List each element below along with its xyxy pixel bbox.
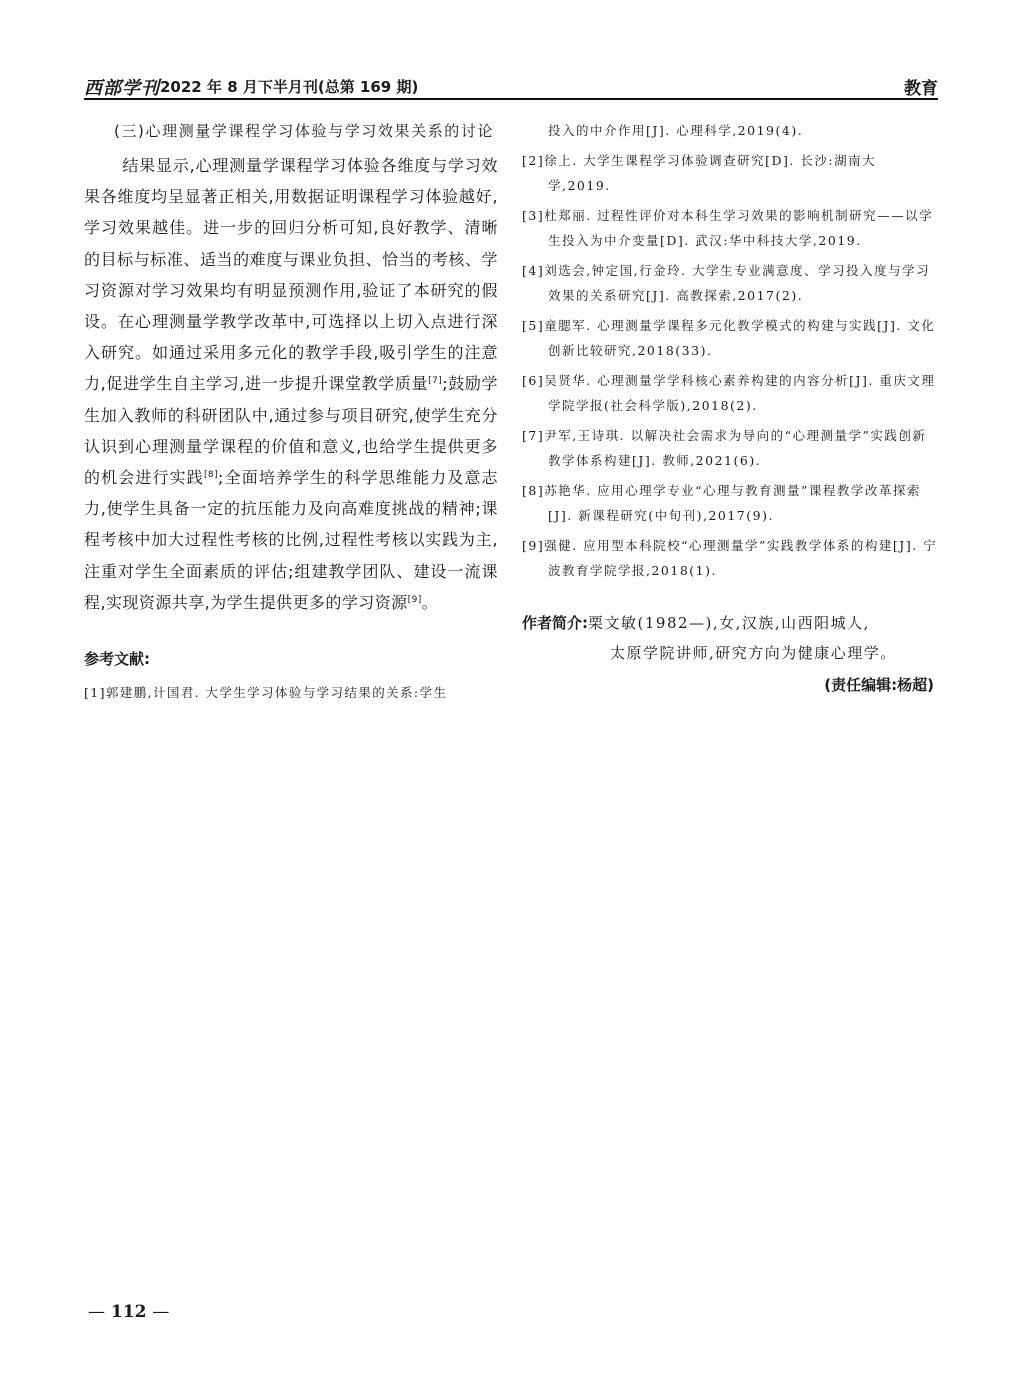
reference-8: [8]苏艳华. 应用心理学专业“心理与教育测量”课程教学改革探索[J]. 新课程研究(中旬刊),2017(9). <box>522 482 921 523</box>
author-line-1: 栗文敏(1982—),女,汉族,山西阳城人, <box>588 613 870 632</box>
reference-5: [5]童腮军. 心理测量学课程多元化教学模式的构建与实践[J]. 文化创新比较研究,2018(33). <box>522 317 936 358</box>
right-column <box>522 118 938 695</box>
page-footer <box>88 1302 169 1322</box>
citation-7: [7] <box>428 376 443 387</box>
journal-logo: 西部学刊 <box>84 78 160 99</box>
references-heading: 参考文献: <box>84 650 150 669</box>
author-line-2: 太原学院讲师,研究方向为健康心理学。 <box>610 643 897 662</box>
citation-8: [8] <box>203 470 219 481</box>
reference-4: [4]刘选会,钟定国,行金玲. 大学生专业满意度、学习投入度与学习效果的关系研究[J]. 高教探索,2017(2). <box>522 262 931 303</box>
issue-info: 2022 年 8 月下半月刊(总第 169 期) <box>160 78 419 96</box>
body-paragraph <box>84 150 498 618</box>
section-subheading: (三)心理测量学课程学习体验与学习效果关系的讨论 <box>114 122 495 140</box>
section-name: 教育 <box>904 79 938 99</box>
editor-credit: (责任编辑:杨超) <box>824 675 934 694</box>
citation-9: [9] <box>407 594 422 605</box>
reference-9: [9]强健. 应用型本科院校“心理测量学”实践教学体系的构建[J]. 宁波教育学院学报,2018(1). <box>522 537 938 578</box>
reference-1: [1]郭建鹏,计国君. 大学生学习体验与学习结果的关系:学生 <box>84 685 448 701</box>
reference-3: [3]杜郑丽. 过程性评价对本科生学习效果的影响机制研究——以学生投入为中介变量[D]. 武汉:华中科技大学,2019. <box>522 207 934 248</box>
paragraph-part-1: 结果显示,心理测量学课程学习体验各维度与学习效果各维度均呈显著正相关,用数据证明课程学习体验越好,学习效果越佳。进一步的回归分析可知,良好教学、清晰的目标与标准、适当的难度与课业负担、恰当的考核、学习资源对学习效果均有明显预测作用,验证了本研究的假设。在心理测量学教学改革中,可选择以上切入点进行深入研究。如通过采用多元化的教学手段,吸引学生的注意力,促进学生自主学习,进一步提升课堂教学质量 <box>84 156 498 394</box>
left-column <box>84 118 498 706</box>
author-label: 作者简介: <box>522 613 588 632</box>
reference-2: [2]徐上. 大学生课程学习体验调查研究[D]. 长沙:湖南大学,2019. <box>522 152 877 193</box>
author-bio <box>522 608 938 668</box>
running-header <box>84 72 938 100</box>
footer-dash-right: — <box>152 1302 170 1322</box>
reference-7: [7]尹军,王诗琪. 以解决社会需求为导向的“心理测量学”实践创新教学体系构建[J]. 教师,2021(6). <box>522 427 927 468</box>
paragraph-part-4: 。 <box>421 592 439 612</box>
reference-1-continuation: 投入的中介作用[J]. 心理科学,2019(4). <box>548 123 804 138</box>
reference-6: [6]吴贤华. 心理测量学学科核心素养构建的内容分析[J]. 重庆文理学院学报(社会科学版),2018(2). <box>522 372 936 413</box>
paragraph-part-3: ;全面培养学生的科学思维能力及意志力,使学生具备一定的抗压能力及向高难度挑战的精神;课程考核中加大过程性考核的比例,过程性考核以实践为主,注重对学生全面素质的评估;组建教学团队、建设一流课程,实现资源共享,为学生提供更多的学习资源 <box>84 468 499 612</box>
page-number: 112 <box>110 1302 147 1322</box>
footer-dash-left: — <box>88 1302 105 1322</box>
paragraph-part-2: ;鼓励学生加入教师的科研团队中,通过参与项目研究,使学生充分认识到心理测量学课程的价值和意义,也给学生提供更多的机会进行实践 <box>84 374 498 488</box>
